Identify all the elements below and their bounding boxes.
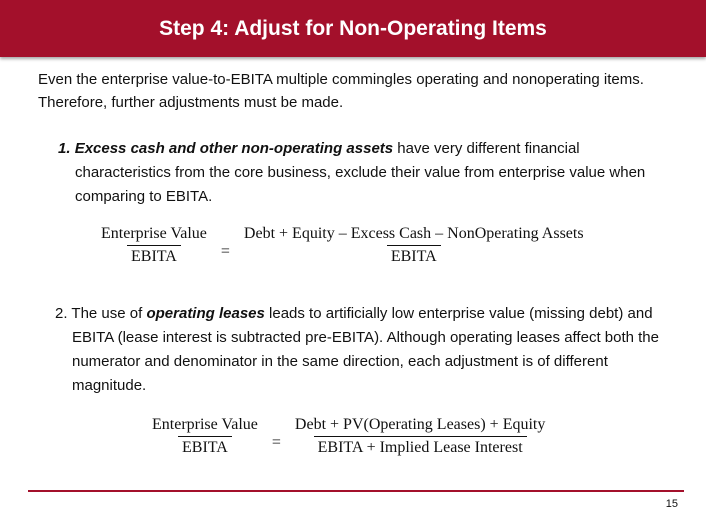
list-item-2-emphasis: operating leases: [146, 305, 265, 322]
formula-1-left-numerator: Enterprise Value: [101, 225, 207, 242]
list-item-1: [58, 137, 678, 209]
list-item-2-pre: The use of: [67, 305, 147, 322]
formula-1-left-denominator: EBITA: [127, 245, 181, 266]
formula-operating-leases: [148, 416, 549, 457]
intro-paragraph: Even the enterprise value-to-EBITA multiple commingles operating and nonoperating items. Therefore, further adjustments must be made.: [38, 71, 644, 111]
list-item-1-emphasis: Excess cash and other non-operating assets: [74, 140, 394, 157]
list-item-2-body: [55, 302, 675, 398]
formula-2-left-numerator: Enterprise Value: [152, 416, 258, 433]
list-item-1-body: [58, 137, 678, 209]
formula-2-equals: =: [271, 433, 281, 451]
list-item-2: [55, 302, 675, 398]
formula-1-right-numerator: Debt + Equity – Excess Cash – NonOperating Assets: [243, 225, 584, 242]
list-item-2-text: leads to artificially low enterprise value (missing debt) and EBITA (lease interest is subtracted pre-EBITA). Although operating leases affect both the numerator and denominator in the same direction, each adjustment is of different magnitude.: [72, 305, 659, 394]
formula-1-left-fraction: [97, 225, 211, 266]
formula-2-right-fraction: [291, 416, 549, 457]
title-bar: [0, 0, 706, 57]
page-number: 15: [665, 498, 678, 510]
formula-2-right-numerator: Debt + PV(Operating Leases) + Equity: [294, 416, 546, 433]
slide-title: Step 4: Adjust for Non-Operating Items: [159, 16, 547, 40]
formula-2-left-fraction: [148, 416, 262, 457]
list-item-1-text: have very different financial characteristics from the core business, exclude their value from enterprise value when comparing to EBITA.: [75, 140, 646, 205]
formula-2-left-denominator: EBITA: [178, 436, 232, 457]
list-item-1-number: 1.: [58, 140, 71, 157]
formula-1-right-denominator: EBITA: [387, 245, 441, 266]
formula-excess-cash: [97, 225, 588, 266]
formula-1-right-fraction: [240, 225, 588, 266]
formula-1-equals: =: [220, 242, 230, 260]
list-item-2-number: 2.: [55, 305, 68, 322]
footer-divider: [28, 490, 684, 492]
formula-2-right-denominator: EBITA + Implied Lease Interest: [314, 436, 527, 457]
